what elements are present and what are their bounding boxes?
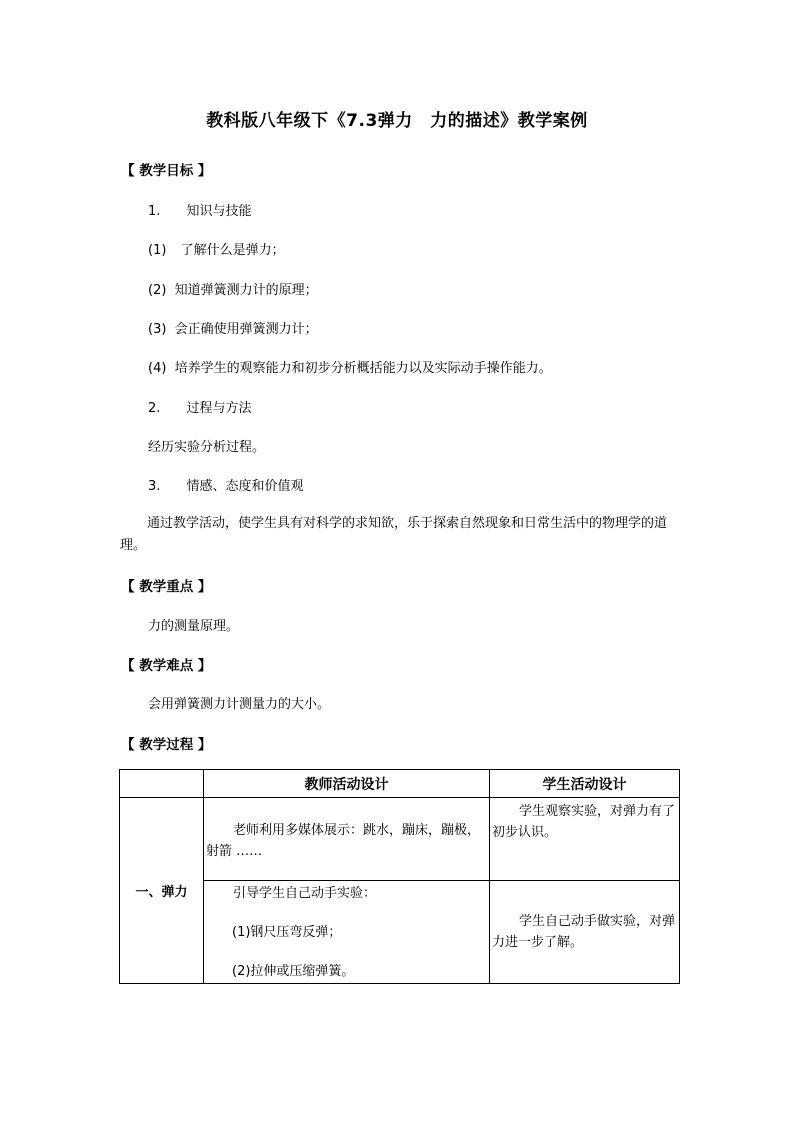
table-row bbox=[120, 881, 680, 984]
objective-item bbox=[148, 436, 265, 455]
teaching-process-table bbox=[119, 769, 680, 984]
header-cell-teacher: 教师活动设计 bbox=[204, 770, 490, 798]
item-text: 知道弹簧测力计的原理； bbox=[174, 283, 318, 298]
teacher-activity-text: (2)拉伸或压缩弹簧。 bbox=[232, 964, 355, 979]
item-text: 经历实验分析过程。 bbox=[148, 440, 266, 455]
item-text: 情感、态度和价值观 bbox=[186, 479, 304, 494]
item-text: 过程与方法 bbox=[186, 401, 252, 416]
item-text: 会正确使用弹簧测力计； bbox=[174, 322, 318, 337]
objective-item bbox=[148, 279, 318, 298]
key-point-text: 力的测量原理。 bbox=[148, 619, 240, 634]
difficulty-heading: 【 教学难点 】 bbox=[121, 658, 212, 674]
teacher-cell bbox=[204, 798, 490, 881]
teacher-activity-text: 老师利用多媒体展示：跳水，蹦床，蹦极，射箭 …… bbox=[206, 823, 481, 859]
teacher-activity-text: (1)钢尺压弯反弹； bbox=[232, 925, 342, 940]
header-cell-student: 学生活动设计 bbox=[490, 770, 680, 798]
student-cell bbox=[490, 798, 680, 881]
key-point-heading: 【 教学重点 】 bbox=[121, 579, 212, 595]
objective-item bbox=[148, 475, 304, 494]
objectives-paragraph: 通过教学活动，使学生具有对科学的求知欲，乐于探索自然现象和日常生活中的物理学的道理。 bbox=[120, 516, 668, 553]
objective-item bbox=[148, 357, 552, 376]
objectives-heading: 【 教学目标 】 bbox=[121, 163, 212, 179]
item-text: 培养学生的观察能力和初步分析概括能力以及实际动手操作能力。 bbox=[174, 361, 552, 376]
item-number: 2. bbox=[148, 401, 161, 416]
item-number: (1) bbox=[148, 243, 167, 258]
header-cell-topic bbox=[120, 770, 204, 798]
teacher-cell bbox=[204, 881, 490, 984]
item-text: 了解什么是弹力； bbox=[180, 243, 285, 258]
topic-cell: 一、弹力 bbox=[120, 798, 204, 984]
item-number: 1. bbox=[148, 204, 161, 219]
objective-item bbox=[148, 397, 252, 416]
student-activity-text: 学生观察实验，对弹力有了初步认识。 bbox=[492, 804, 676, 840]
table-header-row bbox=[120, 770, 680, 798]
student-cell bbox=[490, 881, 680, 984]
item-number: 3. bbox=[148, 479, 161, 494]
item-text: 知识与技能 bbox=[186, 204, 252, 219]
item-number: (3) bbox=[148, 322, 167, 337]
item-number: (4) bbox=[148, 361, 167, 376]
objective-item bbox=[148, 200, 252, 219]
objective-item bbox=[148, 318, 318, 337]
teacher-activity-text: 引导学生自己动手实验： bbox=[233, 886, 377, 901]
objective-item bbox=[148, 239, 285, 258]
difficulty-text: 会用弹簧测力计测量力的大小。 bbox=[148, 697, 331, 712]
item-number: (2) bbox=[148, 283, 167, 298]
table-row bbox=[120, 798, 680, 881]
process-heading: 【 教学过程 】 bbox=[121, 737, 212, 753]
document-title: 教科版八年级下《7.3弹力 力的描述》教学案例 bbox=[206, 111, 588, 131]
student-activity-text: 学生自己动手做实验，对弹力进一步了解。 bbox=[492, 914, 676, 950]
